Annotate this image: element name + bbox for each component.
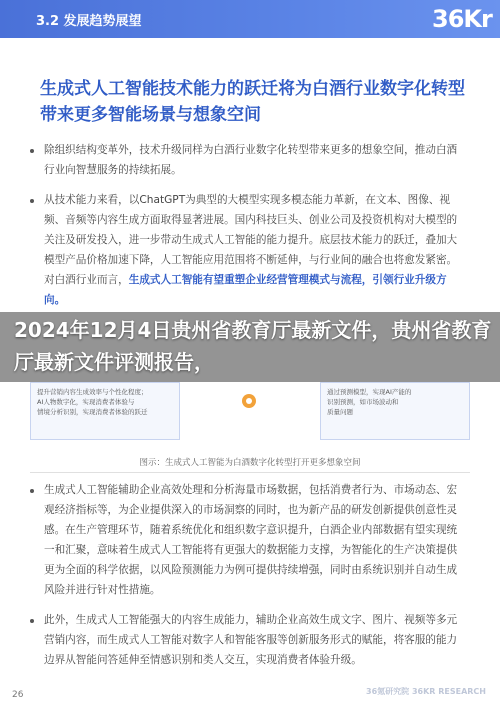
brand-logo: 36Kr xyxy=(432,5,492,33)
dot-icon xyxy=(242,394,256,408)
page-number: 26 xyxy=(12,690,24,700)
overlay-banner-text: 2024年12月4日贵州省教育厅最新文件，贵州省教育厅最新文件评测报告， xyxy=(14,318,492,374)
diagram-right-line: 识别预测，如市场波动和 xyxy=(327,398,399,406)
diagram-right-line: 通过预测模型，实现AI产能的 xyxy=(327,388,412,396)
diagram xyxy=(30,382,470,440)
bullet-icon xyxy=(30,489,34,493)
paragraph-3: 生成式人工智能辅助企业高效处理和分析海量市场数据，包括消费者行为、市场动态、宏观经济指标等，为企业提供深入的市场洞察的同时，也为新产品的研发创新提供创意性灵感。在生产管理环节，随着系统优化和组织数字意识提升，白酒企业内部数据有望实现统一和汇聚，意味着生成式人工智能将有更强大的数据能力支撑，为智能化的生产决策提供更为全面的科学依据，以风险预测能力为例可提供持续增强，同时由系统识别并自动生成风险并进行针对性措施。 xyxy=(44,484,458,596)
paragraph-1: 除组织结构变革外，技术升级同样为白酒行业数字化转型带来更多的想象空间，推动白酒行业向智慧服务的持续拓展。 xyxy=(44,144,458,176)
bullet-icon xyxy=(30,619,34,623)
watermark: 36氪研究院 36KR RESEARCH xyxy=(366,687,486,696)
divider xyxy=(30,472,470,473)
diagram-left-line: AI人物数字化，实现消费者体验与 xyxy=(37,398,135,406)
diagram-left-line: 提升营销内容生成效率与个性化程度； xyxy=(37,388,148,396)
diagram-center xyxy=(200,386,300,426)
paragraph-2-text: 从技术能力来看，以ChatGPT为典型的大模型实现多模态能力革新，在文本、图像、视频、音频等内容生成方面取得显著进展。国内科技巨头、创业公司及投资机构对大模型的关注及研发投入，进一步带动生成式人工智能的能力提升。底层技术能力的跃迁，叠加大模型产品价格加速下降，人工智能应用范围将不断延伸，与行业间的融合也将愈发紧密。对白酒行业而言， xyxy=(44,194,458,286)
bullet-icon xyxy=(30,149,34,153)
diagram-left-box xyxy=(30,382,180,440)
paragraph-2-highlight: 生成式人工智能有望重塑企业经营管理模式与流程，引领行业升级方向。 xyxy=(44,274,447,306)
page-heading: 生成式人工智能技术能力的跃迁将为白酒行业数字化转型带来更多智能场景与想象空间 xyxy=(40,79,465,125)
section-title: 3.2 发展趋势展望 xyxy=(36,14,142,29)
header-bar xyxy=(0,0,500,38)
bullet-icon xyxy=(30,199,34,203)
diagram-right-line: 质量问题 xyxy=(327,408,353,416)
diagram-left-line: 情境分析识别，实现消费者体验的跃迁 xyxy=(37,408,148,416)
paragraph-2 xyxy=(44,190,462,310)
paragraph-4: 此外，生成式人工智能强大的内容生成能力，辅助企业高效生成文字、图片、视频等多元营销内容，而生成式人工智能对数字人和智能客服等创新服务形式的赋能，将客服的能力边界从智能问答延伸至情感识别和类人交互，实现消费者体验升级。 xyxy=(44,614,458,666)
diagram-caption: 图示：生成式人工智能为白酒数字化转型打开更多想象空间 xyxy=(139,458,361,468)
diagram-right-box xyxy=(320,382,470,440)
